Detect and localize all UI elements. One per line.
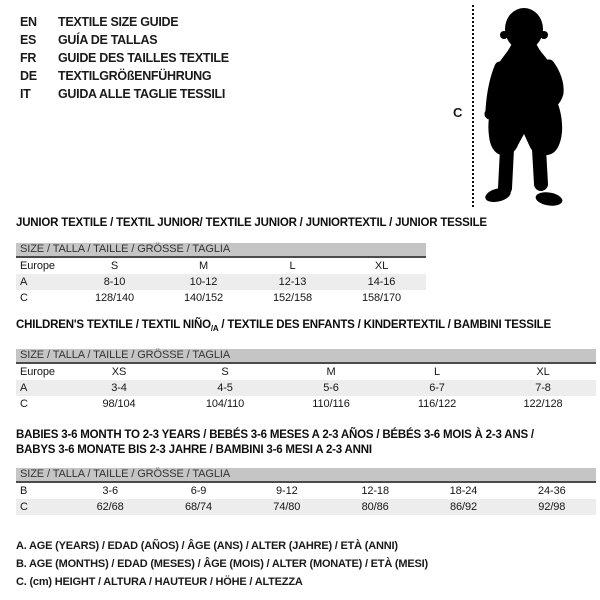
- lang-row-es: [20, 31, 229, 49]
- children-title-text: / TEXTILE DES ENFANTS / KINDERTEXTIL / BAMBINI TESSILE: [218, 319, 551, 331]
- cell-value: 68/74: [154, 499, 242, 515]
- height-measure-label: C: [453, 105, 463, 120]
- lang-row-en: [20, 13, 229, 31]
- size-bar-label: SIZE / TALLA / TAILLE / GRÖSSE / TAGLIA: [16, 243, 426, 257]
- lang-code: DE: [20, 69, 37, 83]
- note-b: B. AGE (MONTHS) / EDAD (MESES) / ÂGE (MOIS) / ALTER (MONATE) / ETÀ (MESI): [16, 558, 428, 570]
- lang-code: ES: [20, 33, 37, 47]
- row-label: A: [16, 380, 66, 396]
- lang-code: EN: [20, 15, 37, 29]
- babies-title-line1: BABIES 3-6 MONTH TO 2-3 YEARS / BEBÉS 3-6 MESES A 2-3 AÑOS / BÉBÉS 3-6 MOIS À 2-3 ANS /: [16, 429, 534, 441]
- children-size-table: [16, 349, 596, 412]
- table-row: [16, 499, 596, 515]
- table-row: [16, 274, 426, 290]
- cell-value: 122/128: [523, 398, 563, 410]
- lang-label: TEXTILGRÖßENFÜHRUNG: [58, 69, 212, 83]
- note-c: C. (cm) HEIGHT / ALTURA / HAUTEUR / HÖHE / ALTEZZA: [16, 576, 303, 588]
- col-header-size: M: [198, 260, 209, 272]
- row-label: A: [16, 274, 70, 290]
- row-label: B: [20, 485, 28, 497]
- row-label: C: [20, 292, 28, 304]
- lang-row-de: [20, 67, 229, 85]
- cell-value: 152/158: [272, 292, 313, 304]
- col-header-size: M: [326, 366, 336, 378]
- size-bar-label: SIZE / TALLA / TAILLE / GRÖSSE / TAGLIA: [16, 468, 596, 482]
- col-header-region: Europe: [20, 366, 55, 378]
- cell-value: 110/116: [312, 398, 350, 410]
- cell-value: 12-13: [248, 274, 337, 290]
- row-label: C: [20, 398, 28, 410]
- table-row: [16, 380, 596, 396]
- col-header-size: S: [221, 366, 229, 378]
- cell-value: 14-16: [337, 274, 426, 290]
- cell-value: 74/80: [243, 499, 331, 515]
- cell-value: 62/68: [66, 499, 154, 515]
- col-header-size: XL: [536, 366, 550, 378]
- cell-value: 86/92: [419, 499, 507, 515]
- height-measure-dotted-line: [472, 5, 474, 207]
- cell-value: 24-36: [538, 485, 566, 497]
- children-section-title: [16, 318, 551, 336]
- junior-section-title: JUNIOR TEXTILE / TEXTIL JUNIOR/ TEXTILE JUNIOR / JUNIORTEXTIL / JUNIOR TESSILE: [16, 217, 487, 229]
- col-header-region: Europe: [20, 260, 55, 272]
- lang-code: IT: [20, 87, 31, 101]
- cell-value: 3-4: [66, 380, 172, 396]
- col-header-size: XL: [374, 260, 389, 272]
- col-header-size: S: [110, 260, 119, 272]
- row-label: C: [16, 499, 66, 515]
- size-bar-label: SIZE / TALLA / TAILLE / GRÖSSE / TAGLIA: [16, 349, 596, 363]
- col-header-size: L: [289, 260, 296, 272]
- babies-section-title: [16, 428, 534, 458]
- language-list: [20, 13, 229, 103]
- toddler-silhouette-image: [484, 5, 572, 208]
- cell-value: 9-12: [276, 485, 298, 497]
- cell-value: 5-6: [278, 380, 384, 396]
- lang-label: GUIDE DES TAILLES TEXTILE: [58, 51, 229, 65]
- note-a: A. AGE (YEARS) / EDAD (AÑOS) / ÂGE (ANS) / ALTER (JAHRE) / ETÀ (ANNI): [16, 540, 398, 552]
- cell-value: 116/122: [417, 398, 457, 410]
- lang-code: FR: [20, 51, 37, 65]
- babies-title-line2: BABYS 3-6 MONATE BIS 2-3 JAHRE / BAMBINI 3-6 MESI A 2-3 ANNI: [16, 444, 372, 456]
- cell-value: 140/152: [183, 292, 224, 304]
- cell-value: 104/110: [205, 398, 245, 410]
- cell-value: 10-12: [159, 274, 248, 290]
- cell-value: 6-9: [190, 485, 207, 497]
- col-header-size: XS: [111, 366, 127, 378]
- cell-value: 158/170: [361, 292, 402, 304]
- table-row: [16, 363, 596, 380]
- children-title-sub: /A: [210, 324, 219, 333]
- col-header-size: L: [433, 366, 441, 378]
- cell-value: 7-8: [490, 380, 596, 396]
- legend-notes: [16, 537, 428, 591]
- table-row: [16, 257, 426, 274]
- cell-value: 18-24: [449, 485, 478, 497]
- lang-row-fr: [20, 49, 229, 67]
- junior-size-table: [16, 243, 426, 306]
- cell-value: 80/86: [331, 499, 419, 515]
- babies-size-table: [16, 468, 596, 515]
- cell-value: 12-18: [361, 485, 389, 497]
- cell-value: 4-5: [172, 380, 278, 396]
- lang-label: GUIDA ALLE TAGLIE TESSILI: [58, 87, 226, 101]
- cell-value: 8-10: [70, 274, 159, 290]
- table-row: [16, 482, 596, 499]
- table-row: [16, 396, 596, 412]
- cell-value: 92/98: [508, 499, 596, 515]
- cell-value: 128/140: [94, 292, 135, 304]
- table-row: [16, 290, 426, 306]
- lang-label: GUÍA DE TALLAS: [58, 33, 158, 47]
- cell-value: 6-7: [384, 380, 490, 396]
- lang-label: TEXTILE SIZE GUIDE: [58, 15, 179, 29]
- children-title-text: CHILDREN'S TEXTILE / TEXTIL NIÑO: [16, 319, 211, 331]
- cell-value: 98/104: [102, 398, 136, 410]
- cell-value: 3-6: [102, 485, 118, 497]
- lang-row-it: [20, 85, 229, 103]
